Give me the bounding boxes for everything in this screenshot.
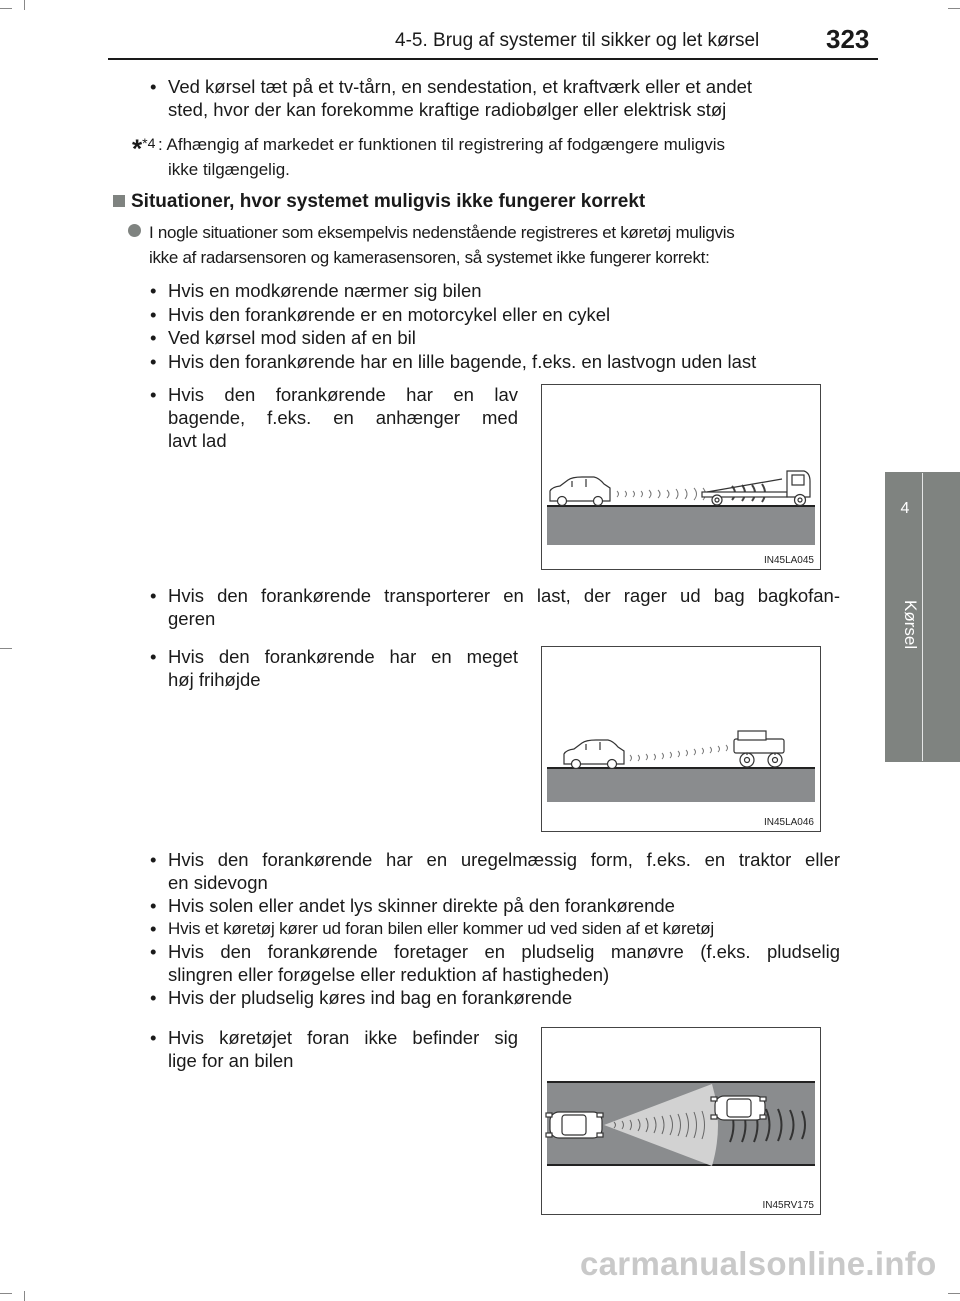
list-item-line: Hvis køretøjet foran ikke befinder sig <box>168 1027 518 1048</box>
list-item <box>150 894 840 917</box>
list-item-line: Hvis den forankørende transporterer en last, der rager ud bag bagkofan- <box>168 585 840 606</box>
list-item: Hvis den forankørende er en motorcykel eller en cykel <box>168 303 611 325</box>
crop-mark <box>948 8 960 9</box>
figure-code: IN45LA046 <box>763 817 814 828</box>
bullet-dot: • <box>150 918 157 939</box>
watermark: carmanualsonline.info <box>580 1245 937 1282</box>
illustration-high-clearance <box>542 647 820 831</box>
list-item: Hvis en modkørende nærmer sig bilen <box>168 280 482 301</box>
list-item <box>150 645 518 691</box>
list-item-line: Hvis der pludselig køres ind bag en forankørende <box>168 987 573 1008</box>
car-top-view-icon <box>546 1112 603 1138</box>
bullet-dot: • <box>150 303 157 325</box>
offroad-vehicle-icon <box>734 731 784 767</box>
list-item-line: sted, hvor der kan forekomme kraftige radiobølger eller elektrisk støj <box>168 99 727 120</box>
list-item <box>150 1026 518 1072</box>
crop-mark <box>948 1293 960 1294</box>
list-item-line: Hvis den forankørende har en uregelmæssig form, f.eks. en traktor eller <box>168 849 840 870</box>
list-item <box>150 940 840 986</box>
list-item-line: Hvis den forankørende har en meget <box>168 646 518 667</box>
figure-code: IN45RV175 <box>762 1200 814 1211</box>
list-item <box>150 986 840 1009</box>
crop-mark <box>24 0 25 10</box>
footnote <box>132 130 842 182</box>
list-item-line: lige for an bilen <box>168 1050 294 1071</box>
page-number: 323 <box>826 24 870 54</box>
bullet-dot: • <box>150 327 157 348</box>
bullet-dot: • <box>150 1027 157 1048</box>
bullet-dot: • <box>150 76 157 97</box>
list-item <box>150 584 840 630</box>
bullet-dot: • <box>150 941 157 962</box>
car-icon <box>550 477 610 506</box>
list-item-line: Hvis den forankørende har en lav <box>168 384 518 405</box>
illustration-low-trailer <box>542 385 820 569</box>
crop-mark <box>24 1291 25 1301</box>
bullet-dot: • <box>150 384 157 405</box>
crop-mark <box>0 1293 12 1294</box>
figure-offset-vehicle <box>541 1027 821 1215</box>
list-item-line: lavt lad <box>168 430 227 451</box>
list-item: Ved kørsel mod siden af en bil <box>168 327 416 348</box>
crop-mark <box>0 648 12 649</box>
illustration-offset-vehicle <box>542 1028 820 1214</box>
sub-bullet-circle-icon <box>128 224 141 237</box>
list-item <box>150 848 840 894</box>
bullet-dot: • <box>150 280 157 301</box>
figure-low-trailer <box>541 384 821 570</box>
crop-mark <box>0 8 12 9</box>
bullet-dot: • <box>150 350 157 372</box>
list-item <box>150 75 840 125</box>
sub-intro-line: I nogle situationer som eksempelvis nedenstående registreres et køretøj muligvis <box>149 223 735 242</box>
section-heading: Situationer, hvor systemet muligvis ikke fungerer korrekt <box>131 191 646 212</box>
heading-square-icon <box>113 195 125 207</box>
list-item-line: en sidevogn <box>168 872 268 893</box>
bullet-list <box>150 279 840 373</box>
list-item-line: slingren eller forøgelse eller reduktion af hastigheden) <box>168 964 610 985</box>
list-item-line: Hvis solen eller andet lys skinner direkte på den forankørende <box>168 895 675 916</box>
bullet-dot: • <box>150 987 157 1008</box>
chapter-number: 4 <box>900 500 910 517</box>
chapter-label: Kørsel <box>901 600 920 650</box>
figure-code: IN45LA045 <box>763 555 814 566</box>
footnote-line: : Afhængig af markedet er funktionen til registrering af fodgængere muligvis <box>158 135 725 154</box>
bullet-dot: • <box>150 585 157 606</box>
truck-icon <box>702 471 810 506</box>
list-item-line: Hvis et køretøj kører ud foran bilen eller kommer ud ved siden af et køretøj <box>168 919 714 938</box>
bullet-dot: • <box>150 646 157 667</box>
car-icon <box>564 740 624 769</box>
footnote-line: ikke tilgængelig. <box>168 160 290 179</box>
list-item-line: bagende, f.eks. en anhænger med <box>168 407 518 428</box>
sub-intro-line: ikke af radarsensoren og kamerasensoren, så systemet ikke fungerer korrekt: <box>149 248 710 267</box>
list-item <box>150 917 840 940</box>
list-item <box>150 383 518 452</box>
sub-intro <box>149 220 843 270</box>
figure-high-clearance <box>541 646 821 832</box>
header-rule <box>108 58 878 60</box>
bullet-dot: • <box>150 849 157 870</box>
bullet-list <box>150 848 840 1009</box>
list-item-line: Hvis den forankørende foretager en pludselig manøvre (f.eks. pludselig <box>168 941 840 962</box>
list-item: Hvis den forankørende har en lille bagende, f.eks. en lastvogn uden last <box>168 350 757 372</box>
bullet-dot: • <box>150 895 157 916</box>
footnote-number: *4 <box>142 135 156 151</box>
running-header: 4-5. Brug af systemer til sikker og let kørsel <box>395 30 760 51</box>
list-item-line: Ved kørsel tæt på et tv-tårn, en sendestation, et kraftværk eller et andet <box>168 76 753 97</box>
list-item-line: geren <box>168 608 216 629</box>
car-ahead-top-view-icon <box>711 1096 766 1120</box>
footnote-mark: *$^{*4}$ <box>132 133 156 164</box>
list-item-line: høj frihøjde <box>168 669 261 690</box>
